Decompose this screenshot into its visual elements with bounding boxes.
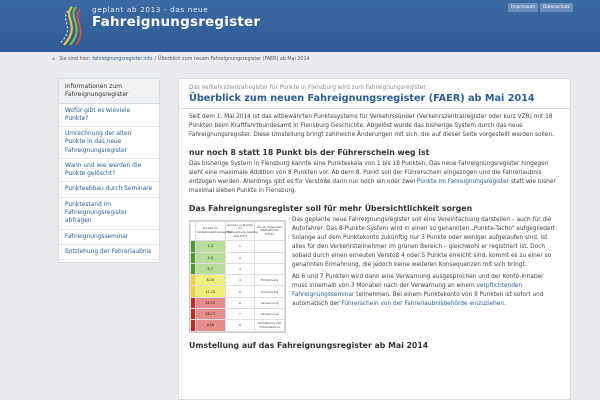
page-title: Überblick zum neuen Fahreignungsregister (FAER) ab Mai 2014 (189, 93, 535, 104)
faer-cell: 2 (225, 252, 255, 263)
page-kicker: Das Verkehrszentralregister für Punkte in Flensburg wird zum Fahreignungsregister (189, 85, 426, 91)
sidebar-item-seminar[interactable]: Fahreignungsseminar (59, 230, 159, 245)
sidebar-item-umrechnung[interactable]: Umrechnung der alten Punkte in das neue Fahreignungsregister (59, 127, 159, 159)
paragraph-verwarnung (292, 273, 560, 309)
measure-cell (255, 241, 285, 252)
road-logo-icon[interactable] (58, 5, 88, 47)
site-header (0, 0, 600, 52)
main-content (178, 78, 571, 400)
sidebar-item-punkteabbau[interactable]: Punkteabbau durch Seminare (59, 182, 159, 197)
title-divider (179, 108, 570, 109)
faer-column-header: werden in Punkte im Fahreignungsregister überführt (225, 221, 255, 240)
table-row (191, 297, 285, 308)
sidebar-item-entziehung[interactable]: Entziehung der Fahrerlaubnis (59, 245, 159, 260)
vzr-cell: 14-15 (196, 297, 226, 308)
section-heading-umstellung: Umstellung auf das Fahreignungsregister ab Mai 2014 (189, 340, 429, 350)
table-row (191, 275, 285, 286)
table-row (191, 286, 285, 297)
intro-paragraph: Seit dem 1. Mai 2014 ist das altbewährten Punktesystems für Verkehrssünder (Verkehrszentralregister oder kurz VZR) mit 18 Punkten beim Kraftfahrtbundesamt in Flensburg Geschichte. Abgelöst wurde das bisherige System durch das neue Fahreignungsregister. Diese Umstellung bringt zahlreiche Änderungen mit sich, die auf dieser Seite vorgestellt werden sollen. (189, 114, 554, 138)
faer-cell: 5 (225, 286, 255, 297)
table-section (189, 216, 560, 333)
faer-cell: 6 (225, 297, 255, 308)
sidebar-item-loeschung[interactable]: Wann und wie werden die Punkte gelöscht? (59, 159, 159, 183)
uebersicht-text (292, 216, 560, 333)
paragraph-punkteskala-tail: statt wie bisher maximal sieben Punkte in Flensburg. (189, 178, 556, 194)
fuehrerschein-link[interactable]: Führerschein von der Fahrerlaubnisbehörde einzuziehen. (341, 300, 506, 307)
paragraph-punkte-tacho: Das geplante neue Fahreignungsregister soll eine Vereinfachung darstellen – auch für die Autofahrer. Das 8-Punkte-System wird in einen so genannten „Punkte-Tacho“ aufgegliedert. Solange auf dem Punktekonto zukünftig nur 3 Punkte oder weniger aufgelaufen sind, ist alles für den Verkehrsteilnehmer im grünen Bereich – gleichwohl er registriert ist. Doch sobald durch einen erneuten Verstoß 4 oder 5 Punkte erreicht sind, kommt es zu einer so genannten Ermahnung, die jedoch keine weiteren Konsequenzen mit sich bringt. (292, 216, 558, 268)
measure-cell: Verwarnung (255, 309, 285, 320)
table-row (191, 309, 285, 320)
table-row (191, 320, 285, 331)
punkte-table (190, 221, 285, 332)
vzr-cell: 6-7 (196, 263, 226, 274)
faer-cell: 4 (225, 275, 255, 286)
site-brand[interactable]: Fahreignungsregister (92, 14, 261, 30)
measure-cell: Ermahnung (255, 286, 285, 297)
section-heading-uebersicht: Das Fahreignungsregister soll für mehr Übersichtlichkeit sorgen (189, 203, 473, 213)
measure-cell: Ermahnung (255, 275, 285, 286)
measure-cell: Entziehung der Fahrerlaubnis (255, 320, 285, 331)
sidebar (58, 78, 160, 263)
table-row (191, 263, 285, 274)
impressum-link[interactable]: Impressum (508, 3, 538, 12)
measure-cell (255, 263, 285, 274)
vzr-cell: 11-13 (196, 286, 226, 297)
paragraph-punkteskala (189, 160, 560, 196)
breadcrumb (52, 56, 310, 62)
vzr-cell: 16-17 (196, 309, 226, 320)
seminar-link[interactable]: verpflichtenden Fahreignungsseminar (292, 282, 523, 298)
table-row (191, 252, 285, 263)
faer-cell: 8 (225, 320, 255, 331)
vzr-cell: ≥18 (196, 320, 226, 331)
sidebar-list (59, 104, 159, 262)
punkte-register-link[interactable]: Punkte im Fahreignungsregister (416, 178, 509, 185)
vzr-cell: 4-5 (196, 252, 226, 263)
table-row (191, 241, 285, 252)
vzr-cell: 1-3 (196, 241, 226, 252)
paragraph-punkteskala-text: Das bisherige System in Flensburg kannte eine Punkteskala von 1 bis 18 Punkten. Das neue Fahreignungsregister hingegen sieht eine maximale Addition von 8 Punkten vor. Ab dem 8. Punkt soll der Führerschein eingezogen und die Fahrerlaubnis entzogen werden. Allerdings gibt es für Verstöße dann nur noch ein oder zwei (189, 160, 549, 185)
breadcrumb-current: Überblick zum neuen Fahreignungsregister (FAER) ab Mai 2014 (158, 56, 310, 62)
measure-cell (255, 252, 285, 263)
sidebar-item-punkte[interactable]: Wofür gibt es wieviele Punkte? (59, 104, 159, 128)
paragraph-verwarnung-text: Ab 6 und 7 Punkten wird dann eine Verwarnung ausgesprochen und der Konto-Inhaber muss innerhalb von 3 Monaten nach der Verwarnung an einem (292, 273, 544, 289)
breadcrumb-home-link[interactable]: fahreignungsregister.info (92, 56, 153, 62)
faer-cell: 1 (225, 241, 255, 252)
vzr-cell: 8-10 (196, 275, 226, 286)
datenschutz-link[interactable]: Datenschutz (540, 3, 573, 12)
measure-column-header: die zu folgenden Maßnahmen führen (255, 221, 285, 240)
top-links (508, 3, 573, 12)
home-icon: ⌂ (52, 56, 56, 62)
faer-cell: 3 (225, 263, 255, 274)
paragraph-verwarnung-tail: teilnehmen. Bei einem Punktekonto von 8 Punkten ist sofort und automatisch der (292, 291, 544, 307)
punkte-tacho-figure (189, 220, 286, 333)
section-heading-8-punkte: nur noch 8 statt 18 Punkt bis der Führerschein weg ist (189, 147, 430, 157)
sidebar-heading: Informationen zum Fahreignungsregister (59, 79, 159, 104)
sidebar-item-abfragen[interactable]: Punktestand im Fahreignungsregister abfragen (59, 198, 159, 230)
breadcrumb-separator: / (154, 56, 157, 62)
table-header-row (191, 221, 285, 240)
measure-cell: Verwarnung (255, 297, 285, 308)
vzr-column-header: Punkte im Verkehrszentralregister (196, 221, 226, 240)
breadcrumb-prefix: Sie sind hier: (59, 56, 91, 62)
faer-cell: 7 (225, 309, 255, 320)
site-tagline: geplant ab 2013 - das neue (92, 5, 209, 14)
